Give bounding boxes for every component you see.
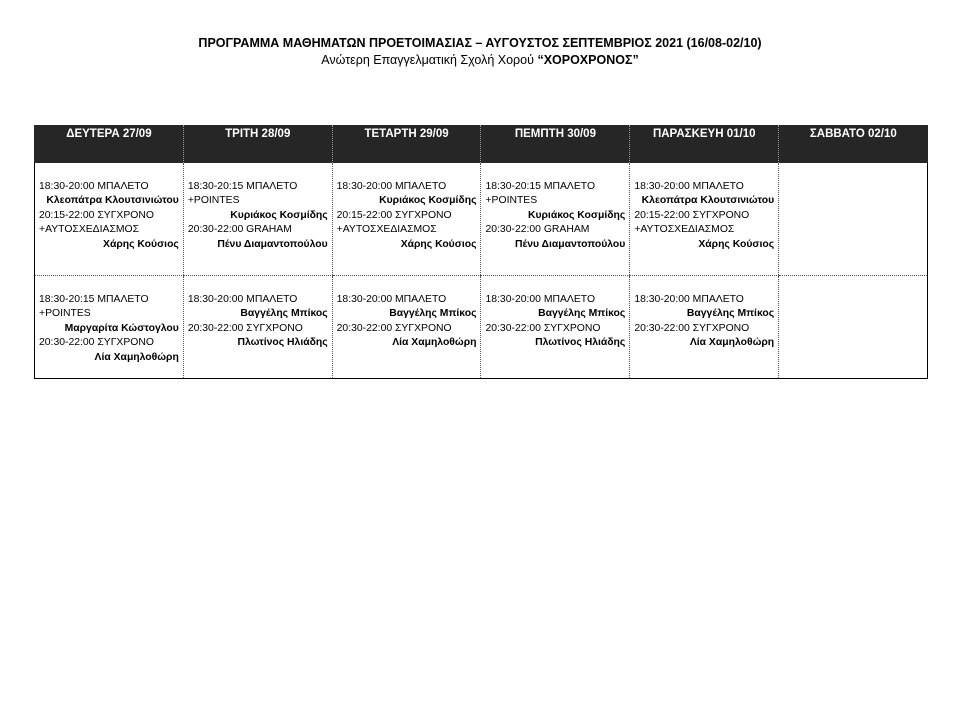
school-name: “ΧΟΡΟΧΡΟΝΟΣ” — [537, 53, 639, 67]
teacher-name: Βαγγέλης Μπίκος — [686, 308, 775, 320]
teacher-name: Κυριάκος Κοσμίδης — [527, 209, 626, 221]
schedule-cell — [481, 163, 630, 276]
day-header-saturday: ΣΑΒΒΑΤΟ 02/10 — [779, 125, 928, 163]
schedule-cell — [630, 276, 779, 379]
teacher-name: Βαγγέλης Μπίκος — [538, 308, 626, 320]
class-entry: 18:30-20:15 ΜΠΑΛΕΤΟ — [187, 181, 298, 192]
schedule-cell — [183, 163, 332, 276]
teacher-name: Πένυ Διαμαντοπούλου — [515, 238, 626, 250]
class-entry: +ΑΥΤΟΣΧΕΔΙΑΣΜΟΣ — [634, 224, 735, 236]
teacher-name: Κυριάκος Κοσμίδης — [379, 195, 477, 207]
day-header-friday: ΠΑΡΑΣΚΕΥΗ 01/10 — [630, 125, 779, 163]
class-entry: +ΑΥΤΟΣΧΕΔΙΑΣΜΟΣ — [336, 224, 437, 236]
schedule-table — [34, 125, 928, 379]
teacher-name: Λία Χαμηλοθώρη — [689, 337, 775, 349]
day-header-monday: ΔΕΥΤΕΡΑ 27/09 — [35, 125, 184, 163]
schedule-cell — [332, 276, 481, 379]
class-entry: 18:30-20:00 ΜΠΑΛΕΤΟ — [485, 294, 596, 305]
teacher-name: Βαγγέλης Μπίκος — [389, 308, 477, 320]
class-entry: 18:30-20:00 ΜΠΑΛΕΤΟ — [634, 181, 744, 192]
day-header-thursday: ΠΕΜΠΤΗ 30/09 — [481, 125, 630, 163]
document-header — [0, 34, 960, 69]
class-entry: 20:30-22:00 GRAHAM — [187, 224, 292, 236]
class-entry: 20:30-22:00 ΣΥΓΧΡΟΝΟ — [634, 322, 750, 334]
day-header-row — [35, 125, 928, 163]
class-entry: 18:30-20:00 ΜΠΑΛΕΤΟ — [336, 294, 447, 305]
teacher-name: Κλεοπάτρα Κλουτσινιώτου — [641, 195, 775, 207]
schedule-cell-empty — [779, 163, 928, 276]
class-entry: 18:30-20:00 ΜΠΑΛΕΤΟ — [634, 294, 744, 305]
class-entry: +ΑΥΤΟΣΧΕΔΙΑΣΜΟΣ — [39, 224, 140, 236]
teacher-name: Πλωτίνος Ηλιάδης — [237, 337, 328, 349]
teacher-name: Κλεοπάτρα Κλουτσινιώτου — [46, 195, 179, 207]
class-entry: 20:15-22:00 ΣΥΓΧΡΟΝΟ — [634, 209, 750, 221]
document-subtitle — [0, 52, 960, 69]
teacher-name: Χάρης Κούσιος — [400, 238, 477, 250]
teacher-name: Βαγγέλης Μπίκος — [240, 308, 328, 320]
subtitle-text: Ανώτερη Επαγγελματική Σχολή Χορού — [321, 53, 538, 67]
class-entry: 20:30-22:00 ΣΥΓΧΡΟΝΟ — [39, 337, 154, 349]
schedule-cell — [630, 163, 779, 276]
schedule-row — [35, 276, 928, 379]
class-entry: +POINTES — [39, 308, 91, 320]
class-entry: 18:30-20:15 ΜΠΑΛΕΤΟ — [485, 181, 596, 192]
class-entry: +POINTES — [187, 195, 240, 207]
schedule-cell — [183, 276, 332, 379]
class-entry: +POINTES — [485, 195, 538, 207]
teacher-name: Χάρης Κούσιος — [698, 238, 775, 250]
class-entry: 20:30-22:00 ΣΥΓΧΡΟΝΟ — [485, 322, 601, 334]
schedule-row — [35, 163, 928, 276]
class-entry: 20:30-22:00 GRAHAM — [485, 224, 590, 236]
class-entry: 18:30-20:00 ΜΠΑΛΕΤΟ — [39, 181, 149, 192]
teacher-name: Χάρης Κούσιος — [103, 238, 179, 250]
schedule-cell — [35, 276, 184, 379]
schedule-cell — [481, 276, 630, 379]
schedule-cell-empty — [779, 276, 928, 379]
teacher-name: Λία Χαμηλοθώρη — [392, 337, 477, 349]
class-entry: 18:30-20:15 ΜΠΑΛΕΤΟ — [39, 294, 149, 305]
teacher-name: Μαργαρίτα Κώστογλου — [64, 322, 179, 334]
teacher-name: Πένυ Διαμαντοπούλου — [217, 238, 328, 250]
document-title: ΠΡΟΓΡΑΜΜΑ ΜΑΘΗΜΑΤΩΝ ΠΡΟΕΤΟΙΜΑΣΙΑΣ – ΑΥΓΟΥΣΤΟΣ ΣΕΠΤΕΜΒΡΙΟΣ 2021 (16/08-02/10) — [198, 36, 762, 50]
class-entry: 20:15-22:00 ΣΥΓΧΡΟΝΟ — [39, 209, 154, 221]
class-entry: 20:15-22:00 ΣΥΓΧΡΟΝΟ — [336, 209, 452, 221]
day-header-tuesday: ΤΡΙΤΗ 28/09 — [183, 125, 332, 163]
schedule-cell — [332, 163, 481, 276]
teacher-name: Λία Χαμηλοθώρη — [94, 351, 179, 363]
class-entry: 20:30-22:00 ΣΥΓΧΡΟΝΟ — [187, 322, 303, 334]
class-entry: 20:30-22:00 ΣΥΓΧΡΟΝΟ — [336, 322, 452, 334]
day-header-wednesday: ΤΕΤΑΡΤΗ 29/09 — [332, 125, 481, 163]
teacher-name: Πλωτίνος Ηλιάδης — [535, 337, 626, 349]
class-entry: 18:30-20:00 ΜΠΑΛΕΤΟ — [187, 294, 298, 305]
class-entry: 18:30-20:00 ΜΠΑΛΕΤΟ — [336, 181, 447, 192]
teacher-name: Κυριάκος Κοσμίδης — [230, 209, 328, 221]
schedule-cell — [35, 163, 184, 276]
